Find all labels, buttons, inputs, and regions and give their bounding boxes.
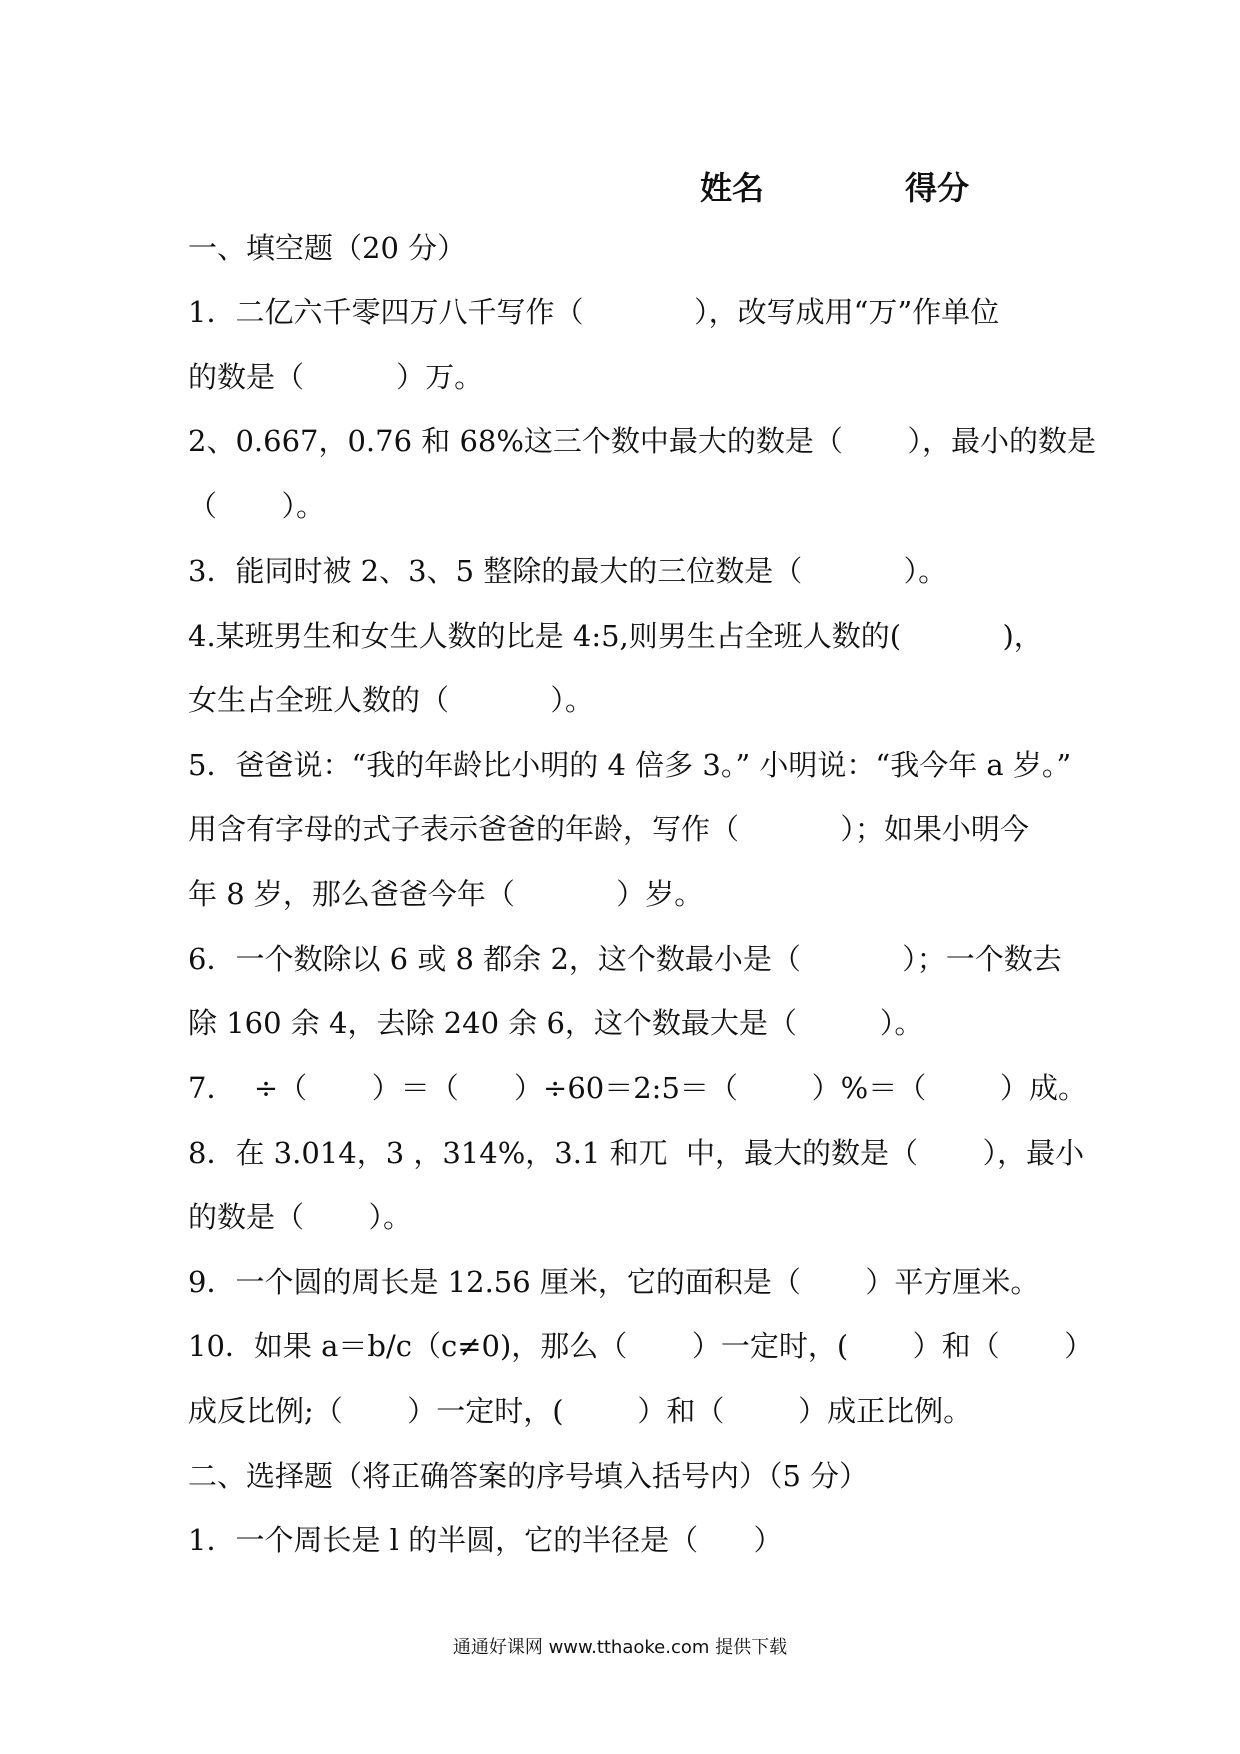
question-4-line-1: 4.某班男生和女生人数的比是 4:5,则男生占全班人数的( )， — [188, 619, 1043, 653]
question-8-line-2: 的数是（ ）。 — [188, 1200, 413, 1234]
question-1-line-2: 的数是（ ）万。 — [188, 360, 484, 394]
question-10-line-2: 成反比例;（ ）一定时，( ）和（ ）成正比例。 — [188, 1394, 973, 1428]
name-label: 姓名 — [700, 169, 765, 207]
question-2-line-2: （ ）。 — [188, 489, 326, 523]
question-10-line-1: 10．如果 a＝b/c（c≠0)，那么（ ）一定时，( ）和（ ） — [188, 1329, 1094, 1363]
question-7: 7． ÷（ ）＝（ ）÷60＝2:5＝（ ）%＝（ ）成。 — [188, 1071, 1087, 1105]
question-4-line-2: 女生占全班人数的（ ）。 — [188, 683, 594, 717]
question-5-line-3: 年 8 岁，那么爸爸今年（ ）岁。 — [188, 877, 704, 911]
score-label: 得分 — [905, 169, 970, 207]
section-fill-in-heading: 一、填空题（20 分） — [188, 231, 467, 265]
section-choice-heading: 二、选择题（将正确答案的序号填入括号内）（5 分） — [188, 1459, 869, 1493]
question-2-line-1: 2、0.667，0.76 和 68%这三个数中最大的数是（ ），最小的数是 — [188, 424, 1096, 458]
question-9: 9．一个圆的周长是 12.56 厘米，它的面积是（ ）平方厘米。 — [188, 1265, 1040, 1299]
choice-question-1: 1．一个周长是 l 的半圆，它的半径是（ ） — [188, 1523, 783, 1557]
question-8-line-1: 8．在 3.014，3 ，314%，3.1 和兀 中，最大的数是（ ），最小 — [188, 1136, 1085, 1170]
question-6-line-2: 除 160 余 4，去除 240 余 6，这个数最大是（ ）。 — [188, 1006, 924, 1040]
question-1-line-1: 1．二亿六千零四万八千写作（ ），改写成用“万”作单位 — [188, 295, 1000, 329]
question-6-line-1: 6．一个数除以 6 或 8 都余 2，这个数最小是（ ）；一个数去 — [188, 942, 1062, 976]
question-5-line-2: 用含有字母的式子表示爸爸的年龄，写作（ ）；如果小明今 — [188, 812, 1029, 846]
footer-credit: 通通好课网 www.tthaoke.com 提供下载 — [452, 1637, 788, 1658]
question-5-line-1: 5．爸爸说：“我的年龄比小明的 4 倍多 3。” 小明说：“我今年 a 岁。” — [188, 748, 1072, 782]
question-3: 3．能同时被 2、3、5 整除的最大的三位数是（ ）。 — [188, 554, 948, 588]
